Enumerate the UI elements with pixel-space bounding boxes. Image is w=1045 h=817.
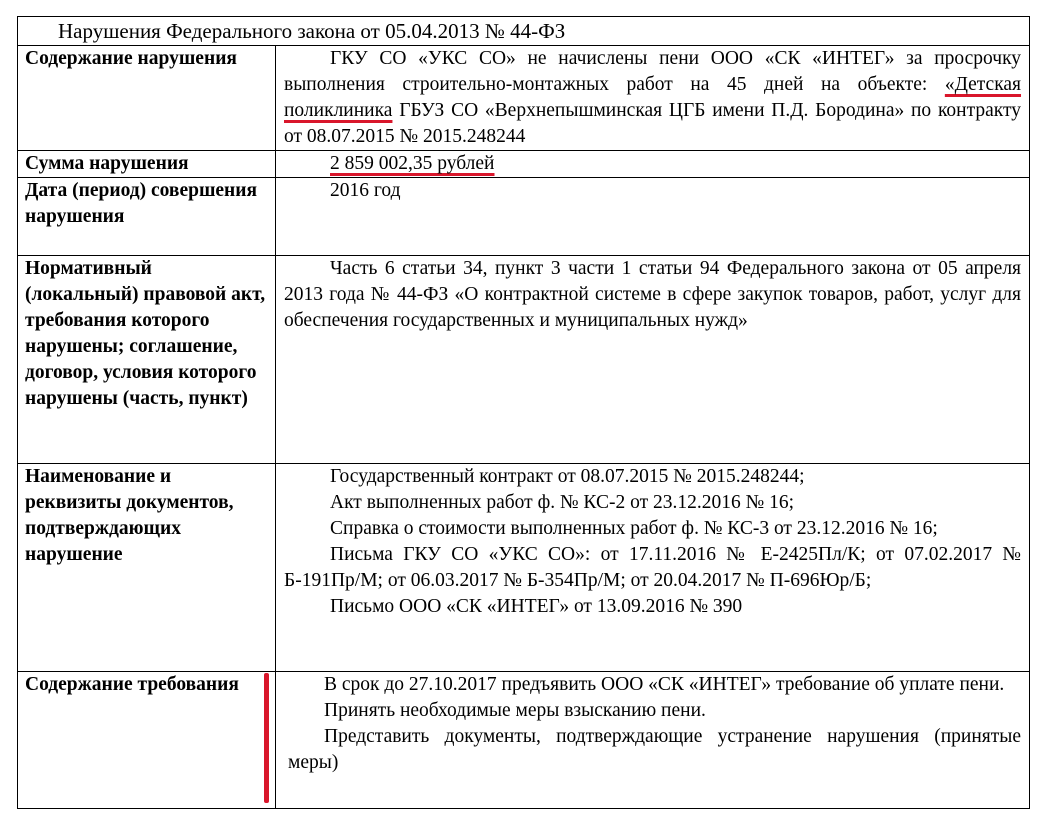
violation-table — [17, 16, 1030, 809]
label-amount: Сумма нарушения — [18, 151, 276, 178]
document-item: Акт выполненных работ ф. № КС-2 от 23.12.2016 № 16; — [330, 492, 794, 513]
amount-cell — [276, 151, 1030, 178]
requirements-cell — [276, 672, 1030, 809]
content-violation-text-b: ГБУЗ СО «Верхнепышминская ЦГБ имени П.Д. Бородина» по контракту от 08.07.2015 № 2015.248244 — [284, 100, 1022, 147]
document-item: Государственный контракт от 08.07.2015 № 2015.248244; — [330, 466, 805, 487]
document-item: Справка о стоимости выполненных работ ф. № КС-3 от 23.12.2016 № 16; — [330, 518, 938, 539]
content-violation-text-a: ГКУ СО «УКС СО» не начислены пени ООО «СК «ИНТЕГ» за просрочку выполнения строительно-монтажных работ на 45 дней на объекте: — [284, 48, 1022, 95]
requirement-item: Принять необходимые меры взысканию пени. — [324, 700, 706, 721]
content-violation-text — [276, 46, 1030, 151]
label-content-violation: Содержание нарушения — [18, 46, 276, 151]
legal-act-text: Часть 6 статьи 34, пункт 3 части 1 статьи 94 Федерального закона от 05 апреля 2013 года № 44-ФЗ «О контрактной системе в сфере закупок товаров, работ, услуг для обеспечения государственных и муниципальных нужд» — [284, 258, 1022, 331]
label-date: Дата (период) совершения нарушения — [18, 178, 276, 256]
requirement-item: Представить документы, подтверждающие устранение нарушения (принятые меры) — [288, 726, 1022, 773]
date-cell — [276, 178, 1030, 256]
document-item: Письма ГКУ СО «УКС СО»: от 17.11.2016 № Е-2425Пл/К; от 07.02.2017 № Б-191Пр/М; от 06.03.2017 № Б-354Пр/М; от 20.04.2017 № П-696Юр/Б; — [284, 544, 1022, 591]
requirement-item: В срок до 27.10.2017 предъявить ООО «СК «ИНТЕГ» требование об уплате пени. — [324, 674, 1005, 695]
legal-act-cell — [276, 256, 1030, 464]
highlight-object-name: «Детская поликлиника — [284, 74, 1022, 121]
document-item: Письмо ООО «СК «ИНТЕГ» от 13.09.2016 № 390 — [330, 596, 743, 617]
red-highlight-bar — [264, 673, 269, 803]
amount-value: 2 859 002,35 рублей — [330, 153, 495, 174]
date-value: 2016 год — [330, 180, 401, 201]
label-requirements: Содержание требования — [18, 672, 276, 809]
table-title: Нарушения Федерального закона от 05.04.2013 № 44-ФЗ — [18, 17, 1030, 46]
label-documents: Наименование и реквизиты документов, подтверждающих нарушение — [18, 464, 276, 672]
documents-cell — [276, 464, 1030, 672]
label-legal-act: Нормативный (локальный) правовой акт, требования которого нарушены; соглашение, договор, условия которого нарушены (часть, пункт) — [18, 256, 276, 464]
